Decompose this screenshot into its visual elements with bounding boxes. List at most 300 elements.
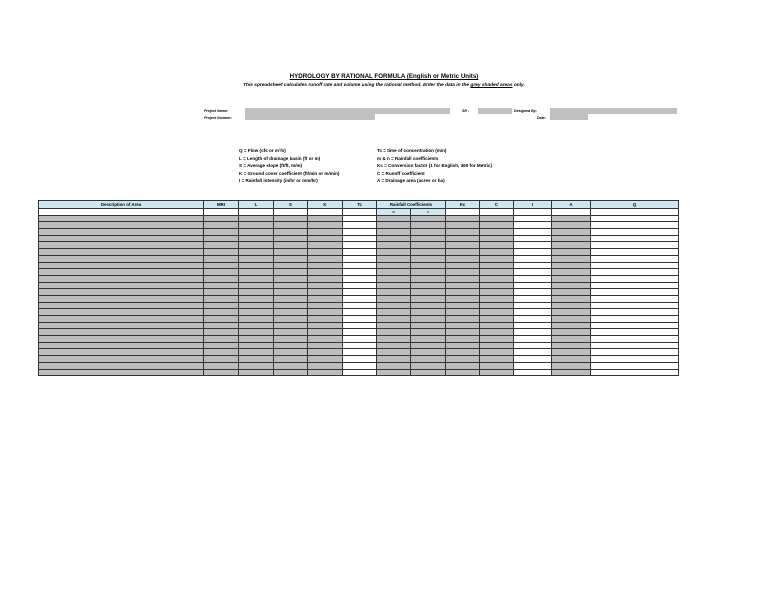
input-cell[interactable]	[274, 356, 308, 363]
input-cell[interactable]	[552, 329, 591, 336]
legend-item: A = Drainage area (acres or ha)	[377, 178, 445, 184]
input-cell[interactable]	[377, 215, 411, 222]
input-cell[interactable]	[480, 329, 514, 336]
table-row	[39, 329, 679, 336]
input-cell[interactable]	[480, 282, 514, 289]
input-cell[interactable]	[308, 309, 343, 316]
input-cell[interactable]	[552, 295, 591, 302]
input-cell[interactable]	[308, 269, 343, 276]
subheader-cell	[552, 209, 591, 216]
input-cell[interactable]	[446, 342, 480, 349]
input-cell[interactable]	[446, 356, 480, 363]
input-cell[interactable]	[39, 295, 204, 302]
computed-cell	[514, 262, 552, 269]
input-cell[interactable]	[204, 302, 239, 309]
input-cell[interactable]	[239, 336, 274, 343]
input-cell[interactable]	[446, 329, 480, 336]
input-cell[interactable]	[411, 295, 446, 302]
input-cell[interactable]	[204, 329, 239, 336]
input-cell[interactable]	[274, 289, 308, 296]
input-cell[interactable]	[308, 302, 343, 309]
input-cell[interactable]	[480, 349, 514, 356]
input-cell[interactable]	[308, 369, 343, 376]
input-cell[interactable]	[552, 342, 591, 349]
computed-cell	[343, 322, 377, 329]
sr-label: SR :	[462, 109, 470, 113]
col-header-k: K	[308, 201, 343, 209]
input-cell[interactable]	[446, 249, 480, 256]
input-cell[interactable]	[204, 289, 239, 296]
input-cell[interactable]	[446, 295, 480, 302]
table-row	[39, 295, 679, 302]
table-row	[39, 282, 679, 289]
computed-cell	[591, 362, 679, 369]
input-cell[interactable]	[239, 316, 274, 323]
input-cell[interactable]	[446, 222, 480, 229]
input-cell[interactable]	[239, 329, 274, 336]
input-cell[interactable]	[480, 362, 514, 369]
input-cell[interactable]	[377, 302, 411, 309]
input-cell[interactable]	[377, 289, 411, 296]
input-cell[interactable]	[411, 222, 446, 229]
input-cell[interactable]	[39, 255, 204, 262]
input-cell[interactable]	[552, 235, 591, 242]
input-cell[interactable]	[39, 235, 204, 242]
input-cell[interactable]	[552, 309, 591, 316]
input-cell[interactable]	[411, 342, 446, 349]
input-cell[interactable]	[308, 342, 343, 349]
input-cell[interactable]	[411, 282, 446, 289]
date-input[interactable]	[550, 114, 588, 120]
input-cell[interactable]	[377, 295, 411, 302]
input-cell[interactable]	[274, 242, 308, 249]
input-cell[interactable]	[39, 249, 204, 256]
input-cell[interactable]	[377, 222, 411, 229]
input-cell[interactable]	[377, 322, 411, 329]
page-title: HYDROLOGY BY RATIONAL FORMULA (English or Metric Units)	[289, 73, 479, 80]
input-cell[interactable]	[239, 342, 274, 349]
input-cell[interactable]	[377, 342, 411, 349]
input-cell[interactable]	[377, 329, 411, 336]
computed-cell	[343, 229, 377, 236]
subheader-cell	[446, 209, 480, 216]
input-cell[interactable]	[204, 282, 239, 289]
input-cell[interactable]	[39, 349, 204, 356]
input-cell[interactable]	[480, 242, 514, 249]
computed-cell	[591, 356, 679, 363]
input-cell[interactable]	[274, 262, 308, 269]
input-cell[interactable]	[411, 215, 446, 222]
table-row	[39, 255, 679, 262]
input-cell[interactable]	[446, 269, 480, 276]
input-cell[interactable]	[377, 282, 411, 289]
input-cell[interactable]	[239, 275, 274, 282]
input-cell[interactable]	[480, 289, 514, 296]
input-cell[interactable]	[308, 215, 343, 222]
input-cell[interactable]	[308, 235, 343, 242]
computed-cell	[591, 249, 679, 256]
input-cell[interactable]	[239, 215, 274, 222]
input-cell[interactable]	[204, 295, 239, 302]
input-cell[interactable]	[239, 235, 274, 242]
input-cell[interactable]	[480, 302, 514, 309]
input-cell[interactable]	[480, 269, 514, 276]
col-header-l: L	[239, 201, 274, 209]
input-cell[interactable]	[204, 242, 239, 249]
input-cell[interactable]	[308, 295, 343, 302]
input-cell[interactable]	[239, 242, 274, 249]
input-cell[interactable]	[204, 215, 239, 222]
input-cell[interactable]	[377, 336, 411, 343]
input-cell[interactable]	[274, 282, 308, 289]
input-cell[interactable]	[239, 322, 274, 329]
input-cell[interactable]	[39, 342, 204, 349]
input-cell[interactable]	[480, 295, 514, 302]
input-cell[interactable]	[39, 362, 204, 369]
input-cell[interactable]	[552, 336, 591, 343]
input-cell[interactable]	[274, 369, 308, 376]
input-cell[interactable]	[274, 295, 308, 302]
input-cell[interactable]	[377, 275, 411, 282]
input-cell[interactable]	[239, 249, 274, 256]
input-cell[interactable]	[377, 262, 411, 269]
input-cell[interactable]	[204, 222, 239, 229]
input-cell[interactable]	[446, 322, 480, 329]
subheader-cell	[591, 209, 679, 216]
computed-cell	[514, 302, 552, 309]
input-cell[interactable]	[411, 289, 446, 296]
input-cell[interactable]	[480, 262, 514, 269]
input-cell[interactable]	[239, 289, 274, 296]
legend-item: Tc = time of concentration (min)	[377, 148, 447, 153]
input-cell[interactable]	[411, 336, 446, 343]
subtitle-tail: only.	[512, 83, 525, 88]
input-cell[interactable]	[480, 316, 514, 323]
input-cell[interactable]	[239, 369, 274, 376]
input-cell[interactable]	[411, 229, 446, 236]
input-cell[interactable]	[552, 282, 591, 289]
input-cell[interactable]	[552, 349, 591, 356]
input-cell[interactable]	[308, 349, 343, 356]
input-cell[interactable]	[204, 249, 239, 256]
project-number-input[interactable]	[245, 114, 375, 120]
input-cell[interactable]	[308, 242, 343, 249]
computed-cell	[591, 336, 679, 343]
input-cell[interactable]	[480, 255, 514, 262]
input-cell[interactable]	[39, 275, 204, 282]
input-cell[interactable]	[411, 262, 446, 269]
input-cell[interactable]	[480, 215, 514, 222]
computed-cell	[591, 369, 679, 376]
input-cell[interactable]	[446, 336, 480, 343]
input-cell[interactable]	[480, 342, 514, 349]
input-cell[interactable]	[552, 302, 591, 309]
input-cell[interactable]	[552, 249, 591, 256]
input-cell[interactable]	[204, 316, 239, 323]
input-cell[interactable]	[446, 275, 480, 282]
input-cell[interactable]	[239, 302, 274, 309]
input-cell[interactable]	[377, 249, 411, 256]
input-cell[interactable]	[480, 309, 514, 316]
input-cell[interactable]	[274, 215, 308, 222]
subheader-cell	[204, 209, 239, 216]
table-row	[39, 369, 679, 376]
input-cell[interactable]	[308, 322, 343, 329]
input-cell[interactable]	[204, 322, 239, 329]
input-cell[interactable]	[308, 289, 343, 296]
input-cell[interactable]	[204, 342, 239, 349]
input-cell[interactable]	[446, 262, 480, 269]
input-cell[interactable]	[239, 222, 274, 229]
input-cell[interactable]	[377, 229, 411, 236]
input-cell[interactable]	[39, 329, 204, 336]
sr-input[interactable]	[478, 108, 512, 114]
input-cell[interactable]	[274, 249, 308, 256]
input-cell[interactable]	[446, 369, 480, 376]
computed-cell	[514, 289, 552, 296]
input-cell[interactable]	[39, 229, 204, 236]
input-cell[interactable]	[446, 289, 480, 296]
input-cell[interactable]	[411, 235, 446, 242]
computed-cell	[343, 235, 377, 242]
input-cell[interactable]	[411, 329, 446, 336]
input-cell[interactable]	[274, 342, 308, 349]
input-cell[interactable]	[274, 235, 308, 242]
table-row	[39, 222, 679, 229]
input-cell[interactable]	[480, 369, 514, 376]
input-cell[interactable]	[411, 369, 446, 376]
input-cell[interactable]	[480, 229, 514, 236]
input-cell[interactable]	[552, 275, 591, 282]
input-cell[interactable]	[377, 255, 411, 262]
input-cell[interactable]	[552, 356, 591, 363]
subheader-cell	[239, 209, 274, 216]
input-cell[interactable]	[377, 309, 411, 316]
input-cell[interactable]	[411, 309, 446, 316]
input-cell[interactable]	[308, 282, 343, 289]
computed-cell	[514, 309, 552, 316]
input-cell[interactable]	[239, 295, 274, 302]
legend-item: Q = Flow (cfs or m³/s)	[239, 148, 286, 153]
input-cell[interactable]	[39, 222, 204, 229]
input-cell[interactable]	[239, 229, 274, 236]
input-cell[interactable]	[308, 249, 343, 256]
input-cell[interactable]	[552, 222, 591, 229]
computed-cell	[514, 336, 552, 343]
input-cell[interactable]	[204, 369, 239, 376]
input-cell[interactable]	[239, 255, 274, 262]
subheader-cell	[480, 209, 514, 216]
legend-item: L = Length of drainage basin (ft or m)	[239, 155, 321, 161]
input-cell[interactable]	[274, 349, 308, 356]
input-cell[interactable]	[39, 309, 204, 316]
input-cell[interactable]	[411, 362, 446, 369]
input-cell[interactable]	[274, 269, 308, 276]
input-cell[interactable]	[204, 262, 239, 269]
input-cell[interactable]	[274, 302, 308, 309]
subtitle-text: This spreadsheet calculates runoff rate and volume using the rational method. Enter the data in the	[243, 83, 471, 88]
computed-cell	[343, 282, 377, 289]
computed-cell	[343, 329, 377, 336]
input-cell[interactable]	[274, 316, 308, 323]
input-cell[interactable]	[274, 309, 308, 316]
input-cell[interactable]	[204, 362, 239, 369]
input-cell[interactable]	[446, 255, 480, 262]
input-cell[interactable]	[552, 215, 591, 222]
input-cell[interactable]	[39, 302, 204, 309]
input-cell[interactable]	[446, 362, 480, 369]
input-cell[interactable]	[39, 269, 204, 276]
input-cell[interactable]	[552, 369, 591, 376]
input-cell[interactable]	[39, 282, 204, 289]
input-cell[interactable]	[411, 249, 446, 256]
input-cell[interactable]	[446, 302, 480, 309]
input-cell[interactable]	[377, 316, 411, 323]
input-cell[interactable]	[39, 322, 204, 329]
computed-cell	[514, 322, 552, 329]
input-cell[interactable]	[308, 316, 343, 323]
input-cell[interactable]	[480, 235, 514, 242]
input-cell[interactable]	[480, 249, 514, 256]
input-cell[interactable]	[239, 362, 274, 369]
input-cell[interactable]	[239, 269, 274, 276]
input-cell[interactable]	[308, 336, 343, 343]
input-cell[interactable]	[204, 275, 239, 282]
input-cell[interactable]	[239, 309, 274, 316]
input-cell[interactable]	[308, 229, 343, 236]
input-cell[interactable]	[204, 255, 239, 262]
input-cell[interactable]	[446, 282, 480, 289]
input-cell[interactable]	[480, 275, 514, 282]
input-cell[interactable]	[204, 235, 239, 242]
input-cell[interactable]	[552, 362, 591, 369]
input-cell[interactable]	[39, 262, 204, 269]
computed-cell	[343, 336, 377, 343]
input-cell[interactable]	[377, 369, 411, 376]
input-cell[interactable]	[204, 229, 239, 236]
input-cell[interactable]	[552, 322, 591, 329]
input-cell[interactable]	[39, 242, 204, 249]
input-cell[interactable]	[377, 349, 411, 356]
input-cell[interactable]	[274, 336, 308, 343]
input-cell[interactable]	[308, 356, 343, 363]
input-cell[interactable]	[480, 322, 514, 329]
input-cell[interactable]	[411, 322, 446, 329]
input-cell[interactable]	[480, 222, 514, 229]
table-row	[39, 269, 679, 276]
input-cell[interactable]	[377, 356, 411, 363]
input-cell[interactable]	[274, 329, 308, 336]
input-cell[interactable]	[204, 269, 239, 276]
input-cell[interactable]	[411, 255, 446, 262]
input-cell[interactable]	[204, 336, 239, 343]
input-cell[interactable]	[204, 356, 239, 363]
input-cell[interactable]	[552, 255, 591, 262]
input-cell[interactable]	[308, 329, 343, 336]
computed-cell	[591, 269, 679, 276]
input-cell[interactable]	[480, 336, 514, 343]
input-cell[interactable]	[480, 356, 514, 363]
input-cell[interactable]	[411, 242, 446, 249]
input-cell[interactable]	[552, 242, 591, 249]
computed-cell	[514, 329, 552, 336]
input-cell[interactable]	[446, 242, 480, 249]
input-cell[interactable]	[308, 275, 343, 282]
input-cell[interactable]	[274, 222, 308, 229]
input-cell[interactable]	[377, 362, 411, 369]
input-cell[interactable]	[308, 362, 343, 369]
input-cell[interactable]	[377, 235, 411, 242]
input-cell[interactable]	[411, 316, 446, 323]
input-cell[interactable]	[446, 349, 480, 356]
computed-cell	[591, 275, 679, 282]
input-cell[interactable]	[377, 269, 411, 276]
input-cell[interactable]	[274, 255, 308, 262]
input-cell[interactable]	[308, 255, 343, 262]
input-cell[interactable]	[308, 222, 343, 229]
computed-cell	[514, 235, 552, 242]
input-cell[interactable]	[239, 282, 274, 289]
input-cell[interactable]	[239, 262, 274, 269]
computed-cell	[343, 215, 377, 222]
subheader-cell	[274, 209, 308, 216]
computed-cell	[514, 255, 552, 262]
input-cell[interactable]	[39, 316, 204, 323]
input-cell[interactable]	[411, 356, 446, 363]
input-cell[interactable]	[377, 242, 411, 249]
computed-cell	[591, 302, 679, 309]
input-cell[interactable]	[204, 349, 239, 356]
input-cell[interactable]	[39, 356, 204, 363]
subheader-m: m	[377, 209, 411, 216]
input-cell[interactable]	[39, 215, 204, 222]
input-cell[interactable]	[204, 309, 239, 316]
input-cell[interactable]	[411, 275, 446, 282]
input-cell[interactable]	[39, 336, 204, 343]
input-cell[interactable]	[411, 302, 446, 309]
input-cell[interactable]	[274, 229, 308, 236]
input-cell[interactable]	[411, 349, 446, 356]
computed-cell	[514, 295, 552, 302]
input-cell[interactable]	[411, 269, 446, 276]
input-cell[interactable]	[274, 275, 308, 282]
col-header-c: C	[480, 201, 514, 209]
table-row	[39, 322, 679, 329]
input-cell[interactable]	[552, 316, 591, 323]
input-cell[interactable]	[446, 309, 480, 316]
input-cell[interactable]	[39, 289, 204, 296]
input-cell[interactable]	[446, 316, 480, 323]
col-header-mri: MRI	[204, 201, 239, 209]
input-cell[interactable]	[552, 289, 591, 296]
input-cell[interactable]	[239, 349, 274, 356]
computed-cell	[343, 242, 377, 249]
computed-cell	[591, 262, 679, 269]
computed-cell	[514, 229, 552, 236]
input-cell[interactable]	[239, 356, 274, 363]
input-cell[interactable]	[552, 269, 591, 276]
input-cell[interactable]	[39, 369, 204, 376]
input-cell[interactable]	[446, 229, 480, 236]
input-cell[interactable]	[308, 262, 343, 269]
input-cell[interactable]	[552, 229, 591, 236]
table-row	[39, 289, 679, 296]
input-cell[interactable]	[446, 215, 480, 222]
input-cell[interactable]	[274, 322, 308, 329]
input-cell[interactable]	[552, 262, 591, 269]
input-cell[interactable]	[446, 235, 480, 242]
input-cell[interactable]	[274, 362, 308, 369]
